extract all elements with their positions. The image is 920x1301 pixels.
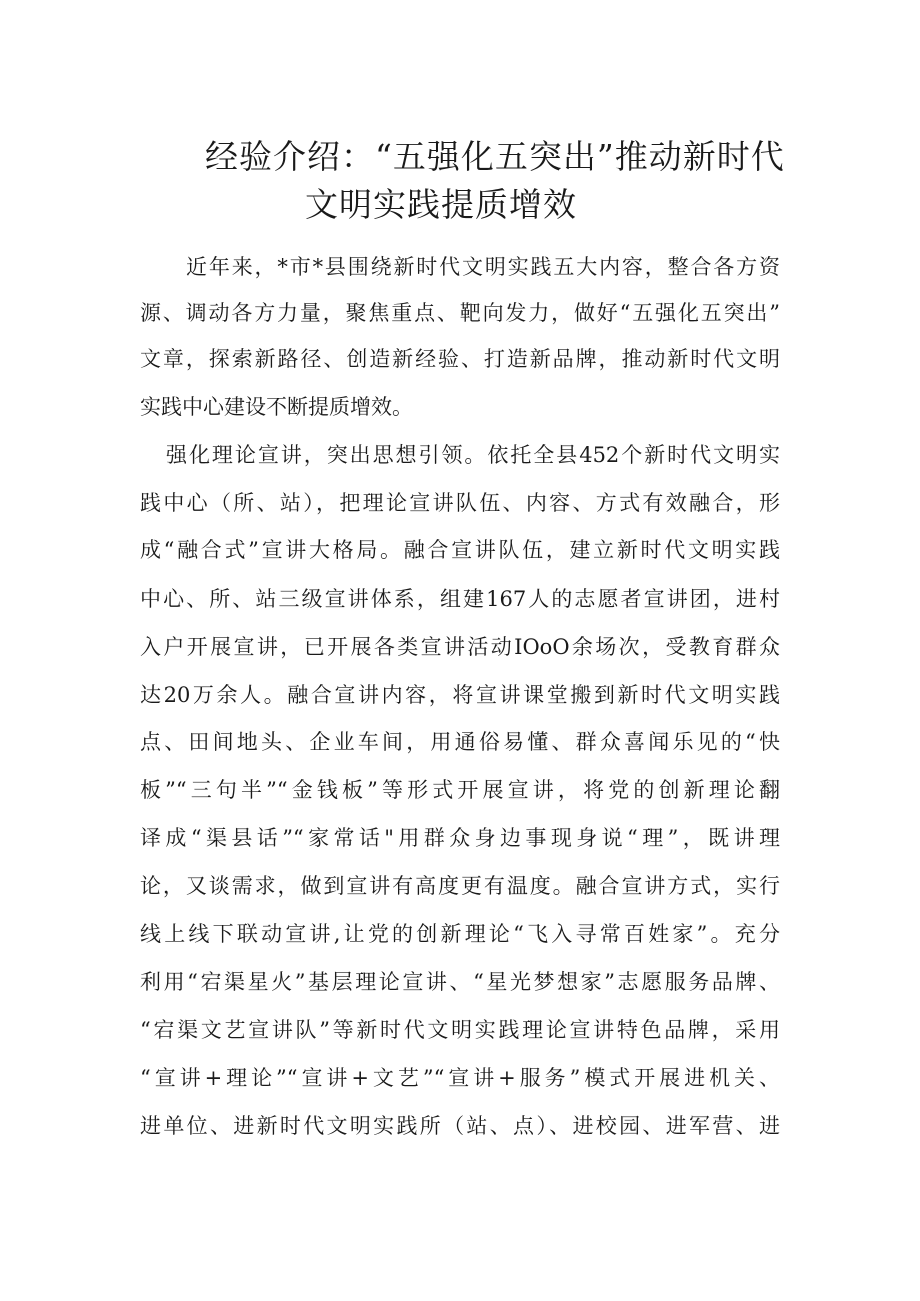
paragraph-2-line-3: 成“融合式”宣讲大格局。融合宣讲队伍，建立新时代文明实践 [140, 538, 780, 562]
paragraph-2-line-5: 入户开展宣讲，已开展各类宣讲活动IOoO余场次，受教育群众 [140, 635, 780, 659]
paragraph-2-line-8: 板”“三句半”“金钱板”等形式开展宣讲，将党的创新理论翻 [140, 778, 780, 802]
paragraph-2-line-9: 译成“渠县话”“家常话"用群众身边事现身说“理”，既讲理 [140, 826, 780, 850]
paragraph-2-line-12: 利用“宕渠星火”基层理论宣讲、“星光梦想家”志愿服务品牌、 [140, 970, 780, 994]
paragraph-2-line-14: “宣讲+理论”“宣讲+文艺”“宣讲+服务”模式开展进机关、 [140, 1066, 780, 1090]
paragraph-2-line-10: 论，又谈需求，做到宣讲有高度更有温度。融合宣讲方式，实行 [140, 874, 780, 898]
paragraph-2-line-2: 践中心（所、站），把理论宣讲队伍、内容、方式有效融合，形 [140, 491, 780, 515]
document-title-line-1: 经验介绍：“五强化五突出”推动新时代 [205, 137, 785, 176]
paragraph-2-line-13: “宕渠文艺宣讲队”等新时代文明实践理论宣讲特色品牌，采用 [140, 1018, 780, 1042]
paragraph-2-line-1: 强化理论宣讲，突出思想引领。依托全县452个新时代文明实 [166, 443, 780, 467]
paragraph-2-line-7: 点、田间地头、企业车间，用通俗易懂、群众喜闻乐见的“快 [140, 730, 780, 754]
paragraph-1-line-2: 源、调动各方力量，聚焦重点、靶向发力，做好“五强化五突出” [140, 301, 780, 325]
paragraph-2-line-11: 线上线下联动宣讲,让党的创新理论“飞入寻常百姓家”。充分 [140, 922, 780, 946]
paragraph-2-line-15: 进单位、进新时代文明实践所（站、点）、进校园、进军营、进 [140, 1114, 780, 1138]
paragraph-1-line-1: 近年来，*市*县围绕新时代文明实践五大内容，整合各方资 [186, 255, 780, 279]
paragraph-1-line-4: 实践中心建设不断提质增效。 [140, 395, 413, 419]
document-title-line-2: 文明实践提质增效 [305, 185, 577, 224]
paragraph-1-line-3: 文章，探索新路径、创造新经验、打造新品牌，推动新时代文明 [140, 347, 780, 371]
paragraph-2-line-4: 中心、所、站三级宣讲体系，组建167人的志愿者宣讲团，进村 [140, 587, 780, 611]
paragraph-2-line-6: 达20万余人。融合宣讲内容，将宣讲课堂搬到新时代文明实践 [140, 683, 780, 707]
